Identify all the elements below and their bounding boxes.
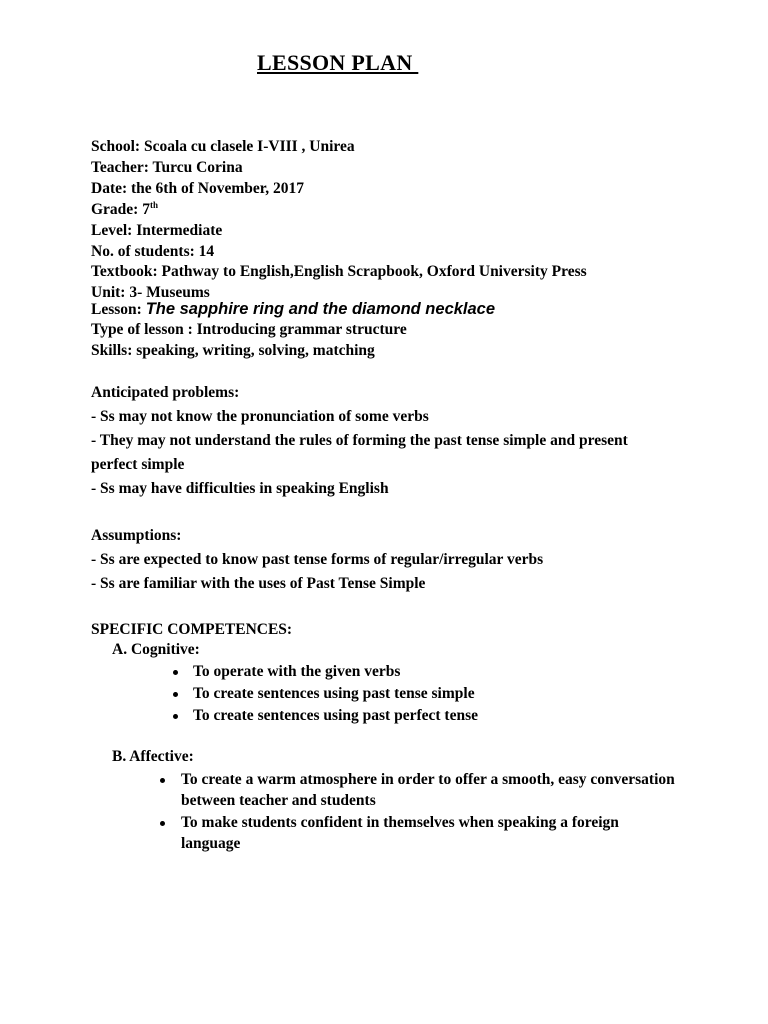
level-line: Level: Intermediate [91, 222, 223, 239]
bullet-icon [173, 714, 178, 719]
grade-superscript: th [149, 200, 158, 210]
cognitive-label: A. Cognitive: [112, 641, 200, 658]
school-line: School: Scoala cu clasele I-VIII , Unirea [91, 138, 355, 155]
grade-label: Grade: 7 [91, 201, 150, 218]
affective-item-continuation: language [181, 835, 241, 852]
assumptions-heading: Assumptions: [91, 527, 182, 544]
bullet-icon [173, 692, 178, 697]
assumption-item: - Ss are familiar with the uses of Past Tense Simple [91, 575, 426, 592]
competences-heading: SPECIFIC COMPETENCES: [91, 621, 293, 638]
bullet-icon [173, 670, 178, 675]
affective-item-text: To create a warm atmosphere in order to offer a smooth, easy conversation [181, 771, 675, 788]
grade-line [91, 200, 158, 220]
bullet-icon [160, 821, 165, 826]
cognitive-item-text: To operate with the given verbs [193, 663, 401, 680]
problem-item: - They may not understand the rules of forming the past tense simple and present [91, 432, 628, 449]
affective-item-continuation: between teacher and students [181, 792, 376, 809]
lesson-title: The sapphire ring and the diamond necklace [145, 300, 496, 318]
lesson-type-line: Type of lesson : Introducing grammar structure [91, 321, 407, 338]
lesson-line [91, 299, 495, 320]
teacher-line: Teacher: Turcu Corina [91, 159, 243, 176]
cognitive-item-text: To create sentences using past perfect tense [193, 707, 478, 724]
page-title: LESSON PLAN [257, 50, 419, 75]
unit-line: Unit: 3- Museums [91, 284, 210, 301]
skills-line: Skills: speaking, writing, solving, matching [91, 342, 375, 359]
date-line: Date: the 6th of November, 2017 [91, 180, 304, 197]
assumption-item: - Ss are expected to know past tense forms of regular/irregular verbs [91, 551, 544, 568]
problem-item: - Ss may have difficulties in speaking English [91, 480, 389, 497]
problem-item-continuation: perfect simple [91, 456, 185, 473]
problems-heading: Anticipated problems: [91, 384, 240, 401]
lesson-label: Lesson: [91, 301, 146, 318]
textbook-line: Textbook: Pathway to English,English Scrapbook, Oxford University Press [91, 263, 587, 280]
affective-label: B. Affective: [112, 748, 194, 765]
affective-item-text: To make students confident in themselves when speaking a foreign [181, 814, 619, 831]
bullet-icon [160, 778, 165, 783]
students-line: No. of students: 14 [91, 243, 215, 260]
cognitive-item-text: To create sentences using past tense simple [193, 685, 475, 702]
problem-item: - Ss may not know the pronunciation of some verbs [91, 408, 429, 425]
